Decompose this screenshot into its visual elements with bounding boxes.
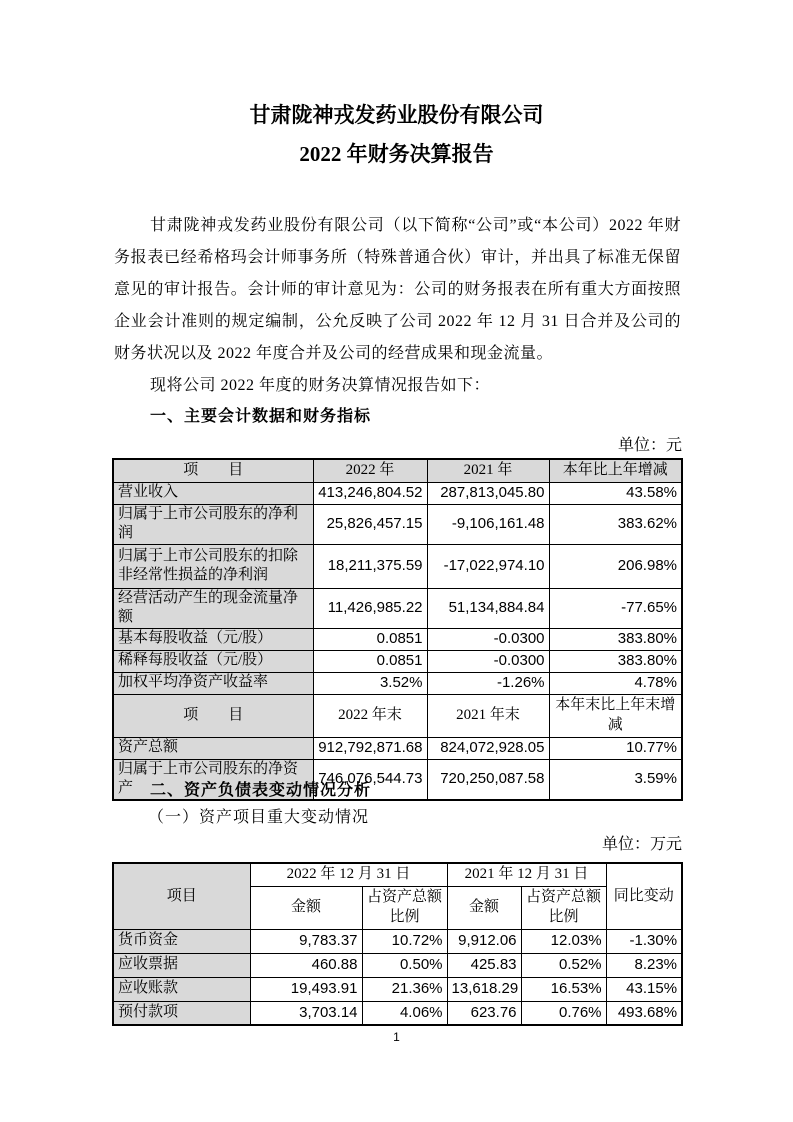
row-label: 加权平均净资产收益率 [113, 672, 313, 694]
amount-2021: 623.76 [447, 1001, 521, 1025]
t1-header-2021: 2021 年 [427, 459, 549, 482]
t1-header-change: 本年比上年增减 [549, 459, 682, 482]
ratio-2021: 0.52% [521, 953, 606, 977]
t1-midheader-item: 项 目 [113, 694, 313, 737]
t1-header-item: 项 目 [113, 459, 313, 482]
table-row [113, 953, 682, 977]
amount-2022: 3,703.14 [250, 1001, 362, 1025]
amount-2022: 19,493.91 [250, 977, 362, 1001]
table-row [113, 588, 682, 628]
row-label: 归属于上市公司股东的净资产 [113, 759, 313, 800]
row-label: 营业收入 [113, 482, 313, 504]
value-2021: -0.0300 [427, 628, 549, 650]
ratio-2021: 0.76% [521, 1001, 606, 1025]
amount-2022: 9,783.37 [250, 929, 362, 953]
t2-header-amount-2022: 金额 [250, 886, 362, 929]
value-2022: 912,792,871.68 [313, 737, 427, 759]
table-row [113, 628, 682, 650]
ratio-2021: 12.03% [521, 929, 606, 953]
asset-changes-table [112, 862, 683, 1026]
row-label: 应收账款 [113, 977, 250, 1001]
value-2021: 824,072,928.05 [427, 737, 549, 759]
amount-2021: 9,912.06 [447, 929, 521, 953]
ratio-2021: 16.53% [521, 977, 606, 1001]
value-change: 206.98% [549, 544, 682, 588]
value-2021: -1.26% [427, 672, 549, 694]
row-label: 归属于上市公司股东的扣除非经常性损益的净利润 [113, 544, 313, 588]
value-2022: 11,426,985.22 [313, 588, 427, 628]
value-change: 383.80% [549, 628, 682, 650]
value-change: 10.77% [549, 737, 682, 759]
value-2022: 413,246,804.52 [313, 482, 427, 504]
yoy-change: -1.30% [606, 929, 682, 953]
row-label: 稀释每股收益（元/股） [113, 650, 313, 672]
value-2022: 3.52% [313, 672, 427, 694]
key-indicators-table [112, 458, 683, 801]
value-change: 43.58% [549, 482, 682, 504]
table-row [113, 977, 682, 1001]
table-row [113, 929, 682, 953]
table-row [113, 1001, 682, 1025]
yoy-change: 8.23% [606, 953, 682, 977]
table-row [113, 672, 682, 694]
t1-midheader-endchange: 本年末比上年末增减 [549, 694, 682, 737]
table-header-row [113, 459, 682, 482]
t1-midheader-2022end: 2022 年末 [313, 694, 427, 737]
amount-2021: 13,618.29 [447, 977, 521, 1001]
section2-heading: 二、资产负债表变动情况分析 [150, 782, 372, 799]
row-label: 预付款项 [113, 1001, 250, 1025]
value-change: 383.80% [549, 650, 682, 672]
value-2021: 51,134,884.84 [427, 588, 549, 628]
table-row [113, 504, 682, 544]
value-2022: 746,076,544.73 [313, 759, 427, 800]
t1-header-2022: 2022 年 [313, 459, 427, 482]
t2-header-group-2021: 2021 年 12 月 31 日 [447, 863, 606, 886]
report-title: 2022 年财务决算报告 [299, 142, 494, 166]
audit-opinion-paragraph: 甘肃陇神戎发药业股份有限公司（以下简称“公司”或“本公司）2022 年财务报表已经希格玛会计师事务所（特殊普通合伙）审计，并出具了标准无保留意见的审计报告。会计师的审计意见为：公司的财务报表在所有重大方面按照企业会计准则的规定编制，公允反映了公司 2022 年 12 月 31 日合并及公司的财务状况以及 2022 年度合并及公司的经营成果和现金流量。 [114, 217, 681, 362]
row-label: 应收票据 [113, 953, 250, 977]
value-2021: -0.0300 [427, 650, 549, 672]
row-label: 归属于上市公司股东的净利润 [113, 504, 313, 544]
unit-note-yuan: 单位：元 [617, 437, 682, 454]
report-intro-paragraph: 现将公司 2022 年度的财务决算情况报告如下： [150, 377, 491, 394]
page-number: 1 [393, 1030, 400, 1044]
value-2021: -9,106,161.48 [427, 504, 549, 544]
t2-header-amount-2021: 金额 [447, 886, 521, 929]
t2-header-item: 项目 [113, 863, 250, 929]
value-2021: 287,813,045.80 [427, 482, 549, 504]
t2-header-ratio-2022: 占资产总额比例 [362, 886, 447, 929]
row-label: 经营活动产生的现金流量净额 [113, 588, 313, 628]
ratio-2022: 4.06% [362, 1001, 447, 1025]
yoy-change: 43.15% [606, 977, 682, 1001]
value-2022: 18,211,375.59 [313, 544, 427, 588]
table-row [113, 544, 682, 588]
value-change: 4.78% [549, 672, 682, 694]
amount-2021: 425.83 [447, 953, 521, 977]
value-2021: 720,250,087.58 [427, 759, 549, 800]
table-row [113, 482, 682, 504]
table-header-row [113, 863, 682, 886]
ratio-2022: 0.50% [362, 953, 447, 977]
table-row [113, 737, 682, 759]
ratio-2022: 10.72% [362, 929, 447, 953]
company-title: 甘肃陇神戎发药业股份有限公司 [249, 103, 544, 127]
value-2022: 25,826,457.15 [313, 504, 427, 544]
amount-2022: 460.88 [250, 953, 362, 977]
unit-note-wanyuan: 单位：万元 [601, 836, 682, 853]
row-label: 基本每股收益（元/股） [113, 628, 313, 650]
value-2021: -17,022,974.10 [427, 544, 549, 588]
t2-header-group-2022: 2022 年 12 月 31 日 [250, 863, 447, 886]
value-2022: 0.0851 [313, 628, 427, 650]
value-change: 3.59% [549, 759, 682, 800]
t1-midheader-2021end: 2021 年末 [427, 694, 549, 737]
table-row [113, 650, 682, 672]
row-label: 货币资金 [113, 929, 250, 953]
table-mid-header-row [113, 694, 682, 737]
yoy-change: 493.68% [606, 1001, 682, 1025]
ratio-2022: 21.36% [362, 977, 447, 1001]
t2-header-yoy: 同比变动 [606, 863, 682, 929]
value-change: 383.62% [549, 504, 682, 544]
section2-subheading: （一）资产项目重大变动情况 [148, 809, 370, 826]
t2-header-ratio-2021: 占资产总额比例 [521, 886, 606, 929]
section1-heading: 一、主要会计数据和财务指标 [150, 408, 372, 425]
value-change: -77.65% [549, 588, 682, 628]
row-label: 资产总额 [113, 737, 313, 759]
value-2022: 0.0851 [313, 650, 427, 672]
